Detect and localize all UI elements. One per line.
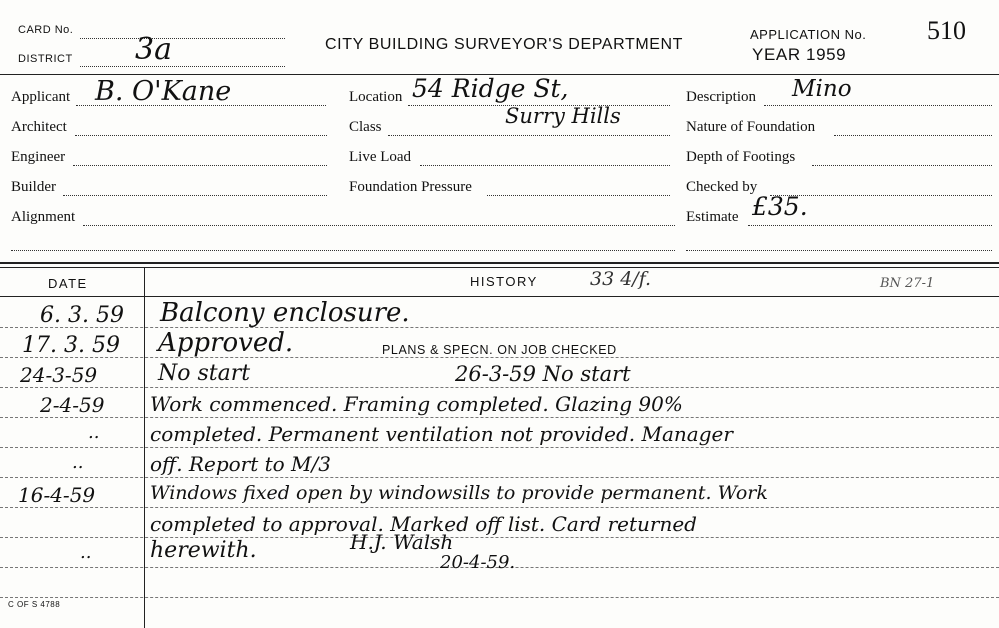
entry-date: 24-3-59 [20, 363, 98, 387]
entry-text: Balcony enclosure. [160, 298, 410, 328]
depth-of-footings-label: Depth of Footings [686, 149, 796, 165]
card-no-label: CARD No. [18, 24, 74, 36]
location-value: 54 Ridge St, [412, 74, 569, 103]
builder-line [63, 195, 327, 196]
ruling-line [0, 447, 999, 448]
entry-stamp: PLANS & SPECN. ON JOB CHECKED [382, 343, 617, 357]
estimate-value: £35. [752, 192, 808, 221]
department-title: CITY BUILDING SURVEYOR'S DEPARTMENT [325, 36, 684, 53]
description-value: Mino [792, 76, 852, 102]
entry-text: Work commenced. Framing completed. Glazing 90% [150, 392, 683, 416]
ruling-line [0, 387, 999, 388]
entry-text: completed to approval. Marked off list. Card returned [150, 512, 697, 536]
depth-of-footings-line [812, 165, 992, 166]
alignment-line [83, 225, 675, 226]
alignment-line-2 [11, 250, 675, 251]
ruling-line [0, 507, 999, 508]
district-value: 3a [135, 32, 172, 67]
section-rule-top [0, 262, 999, 264]
date-header: DATE [48, 276, 88, 291]
entry-text: Approved. [158, 328, 294, 358]
applicant-value: B. O'Kane [95, 76, 232, 107]
description-label: Description [686, 89, 756, 105]
entry-text: completed. Permanent ventilation not provided. Manager [150, 422, 733, 446]
district-line [80, 66, 285, 67]
live-load-label: Live Load [349, 149, 412, 165]
entry-date: 16-4-59 [18, 483, 96, 507]
ruling-line [0, 357, 999, 358]
entry-text: herewith. [150, 538, 257, 563]
checked-by-label: Checked by [686, 179, 758, 195]
footer-code: C OF S 4788 [8, 600, 61, 609]
class-label: Class [349, 119, 382, 135]
nature-of-foundation-label: Nature of Foundation [686, 119, 816, 135]
ruling-line [0, 477, 999, 478]
history-note: 33 4/f. [590, 268, 652, 290]
class-value: Surry Hills [505, 104, 621, 128]
location-label: Location [349, 89, 403, 105]
year-label: YEAR 1959 [752, 45, 847, 64]
builder-label: Builder [11, 179, 56, 195]
entry-date: 2-4-59 [40, 393, 105, 417]
foundation-pressure-line [487, 195, 670, 196]
entry-date: 17. 3. 59 [22, 333, 120, 358]
history-header-rule [0, 296, 999, 297]
estimate-line-2 [686, 250, 992, 251]
entry-date: .. [88, 422, 100, 443]
engineer-label: Engineer [11, 149, 66, 165]
signature: H.J. Walsh [350, 530, 454, 554]
nature-of-foundation-line [834, 135, 992, 136]
architect-label: Architect [11, 119, 67, 135]
entry-date: .. [72, 452, 84, 473]
ruling-line [0, 597, 999, 598]
history-header: HISTORY [470, 274, 538, 289]
corner-note: BN 27-1 [880, 276, 935, 291]
applicant-label: Applicant [11, 89, 71, 105]
ruling-line [0, 417, 999, 418]
live-load-line [420, 165, 670, 166]
ruling-line [0, 327, 999, 328]
entry-text: No start [158, 361, 251, 386]
architect-line [75, 135, 327, 136]
entry-text: Windows fixed open by windowsills to provide permanent. Work [150, 482, 768, 504]
section-rule-bottom [0, 267, 999, 268]
description-line [764, 105, 992, 106]
engineer-line [73, 165, 327, 166]
entry-text: off. Report to M/3 [150, 452, 331, 476]
class-line [388, 135, 670, 136]
entry-date: 6. 3. 59 [40, 303, 124, 328]
card-no-line [80, 38, 285, 39]
application-no-label: APPLICATION No. [750, 27, 867, 42]
alignment-label: Alignment [11, 209, 76, 225]
estimate-label: Estimate [686, 209, 739, 225]
foundation-pressure-label: Foundation Pressure [349, 179, 472, 195]
entry-extra: 26-3-59 No start [455, 362, 631, 386]
entry-date: .. [80, 542, 92, 563]
application-no-value: 510 [927, 16, 966, 45]
estimate-line [748, 225, 992, 226]
entry-extra: 20-4-59. [440, 552, 516, 573]
district-label: DISTRICT [18, 53, 73, 65]
